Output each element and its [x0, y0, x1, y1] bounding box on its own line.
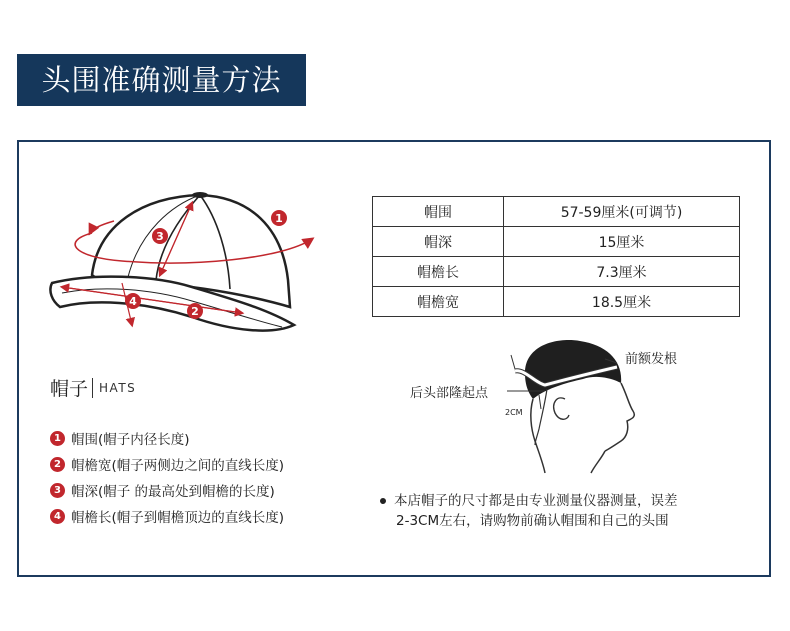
measurement-legend	[50, 425, 284, 529]
legend-item	[50, 477, 284, 503]
legend-text: 帽檐宽(帽子两侧边之间的直线长度)	[71, 458, 285, 474]
legend-number: 3	[50, 483, 65, 498]
marker-3-label: 3	[156, 230, 164, 243]
legend-item	[50, 451, 284, 477]
note-line	[380, 491, 760, 511]
legend-text: 帽深(帽子 的最高处到帽檐的长度)	[71, 484, 275, 500]
measurement-note	[380, 491, 760, 531]
legend-text: 帽檐长(帽子到帽檐顶边的直线长度)	[71, 510, 285, 526]
row-value: 18.5厘米	[504, 287, 740, 317]
legend-text: 帽围(帽子内径长度)	[71, 432, 190, 448]
row-label: 帽深	[373, 227, 504, 257]
hats-heading	[50, 374, 136, 401]
legend-number: 2	[50, 457, 65, 472]
row-label: 帽围	[373, 197, 504, 227]
note-text-1: 本店帽子的尺寸都是由专业测量仪器测量，误差	[394, 493, 678, 509]
marker-4-label: 4	[129, 295, 137, 308]
page-title: 头围准确测量方法	[17, 54, 306, 106]
row-label: 帽檐宽	[373, 287, 504, 317]
table-row	[373, 227, 740, 257]
legend-number: 4	[50, 509, 65, 524]
table-row	[373, 197, 740, 227]
cap-illustration	[32, 175, 332, 350]
hats-title-cn: 帽子	[50, 378, 89, 400]
row-value: 57-59厘米(可调节)	[504, 197, 740, 227]
row-label: 帽檐长	[373, 257, 504, 287]
marker-1-label: 1	[275, 212, 283, 225]
table-row	[373, 287, 740, 317]
table-row	[373, 257, 740, 287]
note-line	[380, 511, 760, 531]
label-back-of-head: 后头部隆起点	[410, 386, 489, 401]
note-text-2: 2-3CM左右，请购物前确认帽围和自己的头围	[396, 513, 669, 529]
legend-number: 1	[50, 431, 65, 446]
legend-item	[50, 425, 284, 451]
row-value: 7.3厘米	[504, 257, 740, 287]
hats-title-en: HATS	[99, 380, 137, 395]
divider	[92, 378, 93, 398]
marker-2-label: 2	[191, 305, 199, 318]
row-value: 15厘米	[504, 227, 740, 257]
bullet-icon	[380, 498, 386, 504]
label-tape-mark: 2CM	[505, 408, 523, 417]
legend-item	[50, 503, 284, 529]
label-forehead: 前额发根	[625, 352, 678, 367]
head-measurement-illustration	[395, 333, 725, 483]
size-table	[372, 196, 740, 317]
